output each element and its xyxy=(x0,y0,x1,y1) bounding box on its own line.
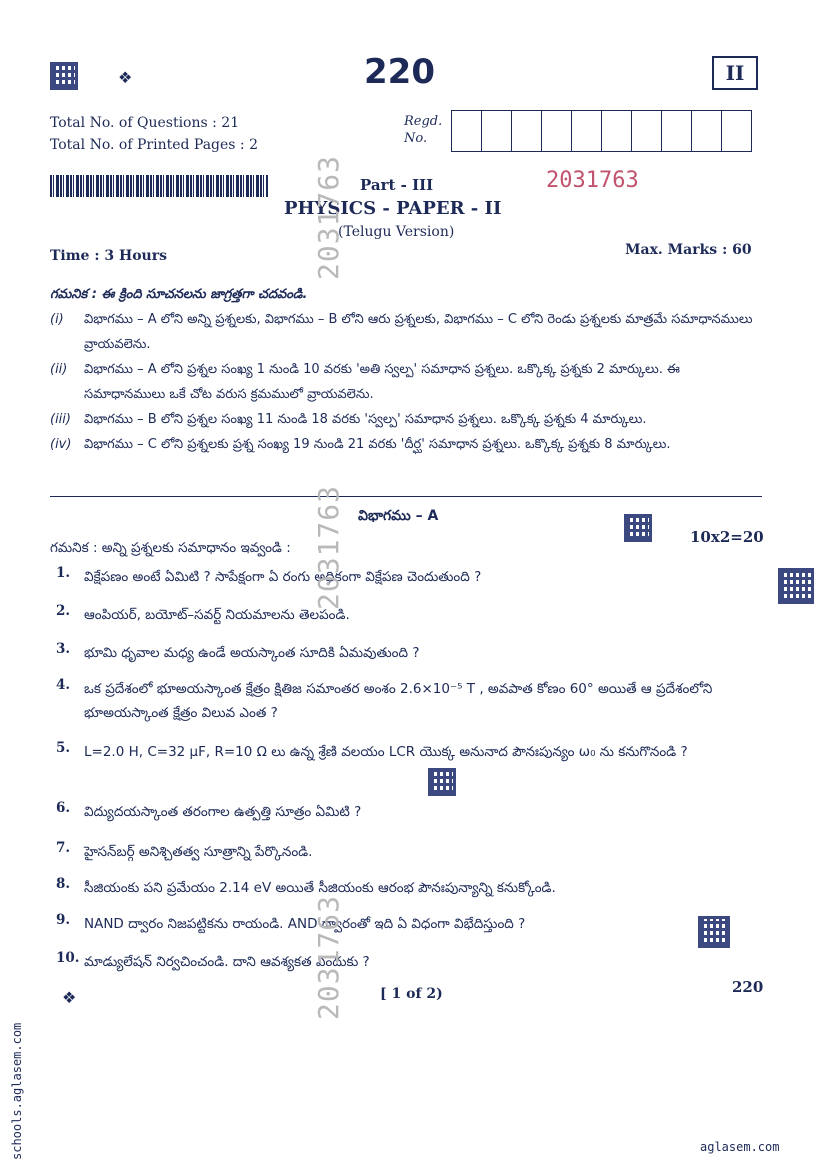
question-1 xyxy=(56,565,724,589)
question-number: 4. xyxy=(56,677,71,693)
instruction-num: (ii) xyxy=(50,362,68,377)
qr-code-icon xyxy=(624,514,652,542)
question-7 xyxy=(56,840,724,864)
question-text: మాడ్యులేషన్ నిర్వచించండి. దాని ఆవశ్యకత ఎందుకు ? xyxy=(84,954,370,970)
question-9 xyxy=(56,912,724,936)
section-divider xyxy=(50,496,762,497)
total-questions: Total No. of Questions : 21 xyxy=(50,115,240,131)
question-number: 8. xyxy=(56,876,71,892)
question-3 xyxy=(56,641,724,665)
instruction-text: విభాగము – A లోని ప్రశ్నల సంఖ్య 1 నుండి 10 వరకు 'అతి స్వల్ప' సమాధాన ప్రశ్నలు. ఒక్కొక్క ప్రశ్నకు 2 మార్కులు. ఈ సమాధానములు ఒకే చోట వరుస క్రమములో వ్రాయవలెను. xyxy=(84,362,680,402)
instruction-text: విభాగము – A లోని అన్ని ప్రశ్నలకు, విభాగము – B లోని ఆరు ప్రశ్నలకు, విభాగము – C లోని రెండు ప్రశ్నలకు మాత్రమే సమాధానములు వ్రాయవలెను. xyxy=(84,312,753,352)
instructions-block xyxy=(50,282,762,457)
diamond-ornament-icon: ❖ xyxy=(118,68,133,87)
paper-code: 220 xyxy=(364,52,435,92)
instruction-num: (iii) xyxy=(50,412,71,427)
instruction-num: (i) xyxy=(50,312,64,327)
instruction-item xyxy=(50,307,762,357)
serial-number: 2031763 xyxy=(546,168,639,193)
question-text: విక్షేపణం అంటే ఏమిటి ? సాపేక్షంగా ఏ రంగు అధికంగా విక్షేపణ చెందుతుంది ? xyxy=(84,569,482,585)
barcode xyxy=(50,175,268,197)
instruction-item xyxy=(50,357,762,407)
question-number: 7. xyxy=(56,840,71,856)
serial-watermark: 2031763 xyxy=(312,894,345,1020)
site-watermark-side[interactable]: schools.aglasem.com xyxy=(10,1022,24,1160)
question-text: హైసన్‌బర్గ్ అనిశ్చితత్వ సూత్రాన్ని పేర్కొనండి. xyxy=(84,844,313,860)
regd-number-boxes[interactable] xyxy=(451,110,752,152)
max-marks: Max. Marks : 60 xyxy=(625,242,752,258)
question-number: 2. xyxy=(56,603,71,619)
footer-paper-code: 220 xyxy=(732,978,764,996)
section-a-title: విభాగము – A xyxy=(358,508,439,524)
instruction-item xyxy=(50,432,762,457)
question-text: ఒక ప్రదేశంలో భూఅయస్కాంత క్షేత్రం క్షితిజ సమాంతర అంశం 2.6×10⁻⁵ T , అవపాత కోణం 60° అయితే ఆ ప్రదేశంలోని భూఅయస్కాంత క్షేత్రం విలువ ఎంత ? xyxy=(84,681,713,721)
instruction-num: (iv) xyxy=(50,437,72,452)
question-6 xyxy=(56,800,724,824)
serial-watermark: 2031763 xyxy=(312,154,345,280)
diamond-ornament-icon: ❖ xyxy=(62,988,77,1007)
part-badge: II xyxy=(712,56,758,90)
qr-code-icon xyxy=(428,768,456,796)
regd-label-line2: No. xyxy=(404,131,428,146)
question-number: 3. xyxy=(56,641,71,657)
total-pages: Total No. of Printed Pages : 2 xyxy=(50,137,258,153)
question-number: 1. xyxy=(56,565,71,581)
instruction-text: విభాగము – C లోని ప్రశ్నలకు ప్రశ్న సంఖ్య 19 నుండి 21 వరకు 'దీర్ఘ' సమాధాన ప్రశ్నలు. ఒక్కొక్క ప్రశ్నకు 8 మార్కులు. xyxy=(84,437,671,452)
question-2 xyxy=(56,603,724,627)
version-label: (Telugu Version) xyxy=(338,224,455,240)
regd-label-line1: Regd. xyxy=(404,114,443,129)
instructions-title: గమనిక : ఈ క్రింది సూచనలను జాగ్రత్తగా చదవండి. xyxy=(50,287,308,302)
qr-code-icon xyxy=(778,568,814,604)
instruction-item xyxy=(50,407,762,432)
question-8 xyxy=(56,876,724,900)
subject-title: PHYSICS - PAPER - II xyxy=(284,198,502,219)
time-label: Time : 3 Hours xyxy=(50,248,167,264)
section-a-marks: 10x2=20 xyxy=(690,528,764,546)
question-4 xyxy=(56,677,724,725)
qr-code-icon xyxy=(698,916,730,948)
question-text: సీజియంకు పని ప్రమేయం 2.14 eV అయితే సీజియంకు ఆరంభ పౌనఃపున్యాన్ని కనుక్కోండి. xyxy=(84,880,556,896)
site-watermark-bottom[interactable]: aglasem.com xyxy=(700,1140,780,1154)
part-label: Part - III xyxy=(360,176,434,194)
question-number: 5. xyxy=(56,740,71,756)
question-text: NAND ద్వారం నిజపట్టికను రాయండి. AND ద్వారంతో ఇది ఏ విధంగా విభేదిస్తుంది ? xyxy=(84,916,526,932)
question-number: 9. xyxy=(56,912,71,928)
question-text: భూమి ధృవాల మధ్య ఉండే అయస్కాంత సూదికి ఏమవుతుంది ? xyxy=(84,645,420,661)
instruction-text: విభాగము – B లోని ప్రశ్నల సంఖ్య 11 నుండి 18 వరకు 'స్వల్ప' సమాధాన ప్రశ్నలు. ఒక్కొక్క ప్రశ్నకు 4 మార్కులు. xyxy=(84,412,647,427)
question-text: L=2.0 H, C=32 μF, R=10 Ω లు ఉన్న శ్రేణి వలయం LCR యొక్క అనునాద పౌనఃపున్యం ω₀ ను కనుగొనండి ? xyxy=(84,744,688,760)
question-5 xyxy=(56,740,724,764)
question-text: విద్యుదయస్కాంత తరంగాల ఉత్పత్తి సూత్రం ఏమిటి ? xyxy=(84,804,362,820)
question-number: 6. xyxy=(56,800,71,816)
regd-label xyxy=(404,113,442,147)
qr-code-icon xyxy=(50,62,78,90)
page-indicator: [ 1 of 2) xyxy=(380,986,443,1002)
section-a-note: గమనిక : అన్ని ప్రశ్నలకు సమాధానం ఇవ్వండి : xyxy=(50,540,291,556)
question-number: 10. xyxy=(56,950,80,966)
question-text: ఆంపియర్, బయోట్–సవర్ట్ నియమాలను తెలపండి. xyxy=(84,607,350,623)
serial-watermark: 2031763 xyxy=(312,484,345,610)
question-10 xyxy=(56,950,724,974)
